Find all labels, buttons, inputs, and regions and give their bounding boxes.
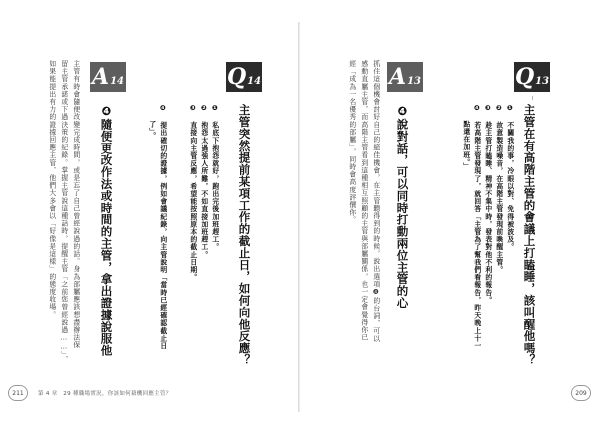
left-page-number: 211 xyxy=(8,385,28,401)
a13-badge-letter: A xyxy=(389,64,407,90)
book-gutter xyxy=(298,22,300,412)
a13-body-line-3: 經「成為一名優秀的部屬」，同時會高度評價你。 xyxy=(347,60,356,224)
a14-body-line-3: 如果能提出有力的證據回應主管，他們大多會以「好像是這樣」的態度收場。 xyxy=(47,60,56,319)
q14-point-1: ❶ 私底下抱怨就好，跑出完後加班趕工。 xyxy=(210,104,219,251)
footer-chapter-title: 第 4 章 29 種職場實況，你該如何藉機回應主管？ xyxy=(38,391,172,397)
q13-badge xyxy=(514,62,550,92)
q13-point-1: ❶ 不關我的事，冷眼以對、免得被波及。 xyxy=(505,104,514,251)
a13-badge xyxy=(387,62,423,92)
a14-body-line-1: 主管有時會隨便改變完成時間，或是忘了自己曾經說過的話。身為部屬應該想盡辦法保 xyxy=(71,60,80,349)
q13-badge-letter: Q xyxy=(514,64,535,90)
a13-body-line-2: 感動直屬主管，而高階主管看到這種相互照顧的主管與部屬關係，也一定會覺得你已 xyxy=(359,60,368,342)
q13-point-4-cont: 點還在加班。」 xyxy=(461,104,470,171)
a14-title: ❹隨便更改作法或時間的主管，拿出證據說服他 xyxy=(99,104,114,357)
a14-badge-number: 14 xyxy=(110,76,124,87)
a14-body-line-2: 留主管承諾或下過決策的紀錄。掌握主管說這種話時，提醒主管「之前您曾經說過……」， xyxy=(59,60,68,363)
q14-title: 主管突然提前某項工作的截止日，如何向他反應？ xyxy=(237,104,252,366)
right-page-number: 209 xyxy=(571,385,591,401)
q13-divider xyxy=(532,96,533,100)
q13-title: 主管在有高階主管的會議上打瞌睡，該叫醒他嗎？ xyxy=(522,104,537,366)
q14-point-4: ❹ 提出確切的證據，例如會議紀錄，向主管說明「當時已經確認截止日 xyxy=(158,104,167,350)
q14-badge-number: 14 xyxy=(247,76,262,87)
a13-title: ❹說對話，可以同時打動兩位主管的心 xyxy=(395,104,410,309)
q13-badge-number: 13 xyxy=(535,76,550,87)
q13-point-3: ❸ 趁主管打瞌睡、精神不集中時，發表對他不利的報告。 xyxy=(483,104,492,304)
a13-badge-number: 13 xyxy=(407,76,421,87)
a14-badge-letter: A xyxy=(92,64,110,90)
a14-badge xyxy=(90,62,126,92)
q14-badge xyxy=(226,62,262,92)
q13-point-4: ❹ 若高階主管發現了，就回答「主管為了幫我們看報告，昨天晚上十一 xyxy=(472,104,481,350)
q13-point-2: ❷ 故意製造噪音，在高階主管發現前喚醒主管。 xyxy=(494,104,503,274)
q14-point-4-cont: 了」。 xyxy=(147,104,156,140)
q14-badge-letter: Q xyxy=(226,64,247,90)
q14-point-2: ❷ 抱怨太過強人所難，不如直接加班趕工。 xyxy=(199,104,208,259)
q14-point-3: ❸ 直接向主管反應，希望能按照原本的截止日期。 xyxy=(188,104,197,282)
a13-body-line-1: 抓住這個機會討好自己的絕佳機會，在主管聽得到的時候，說出選項❹的台詞，可以 xyxy=(371,60,380,343)
